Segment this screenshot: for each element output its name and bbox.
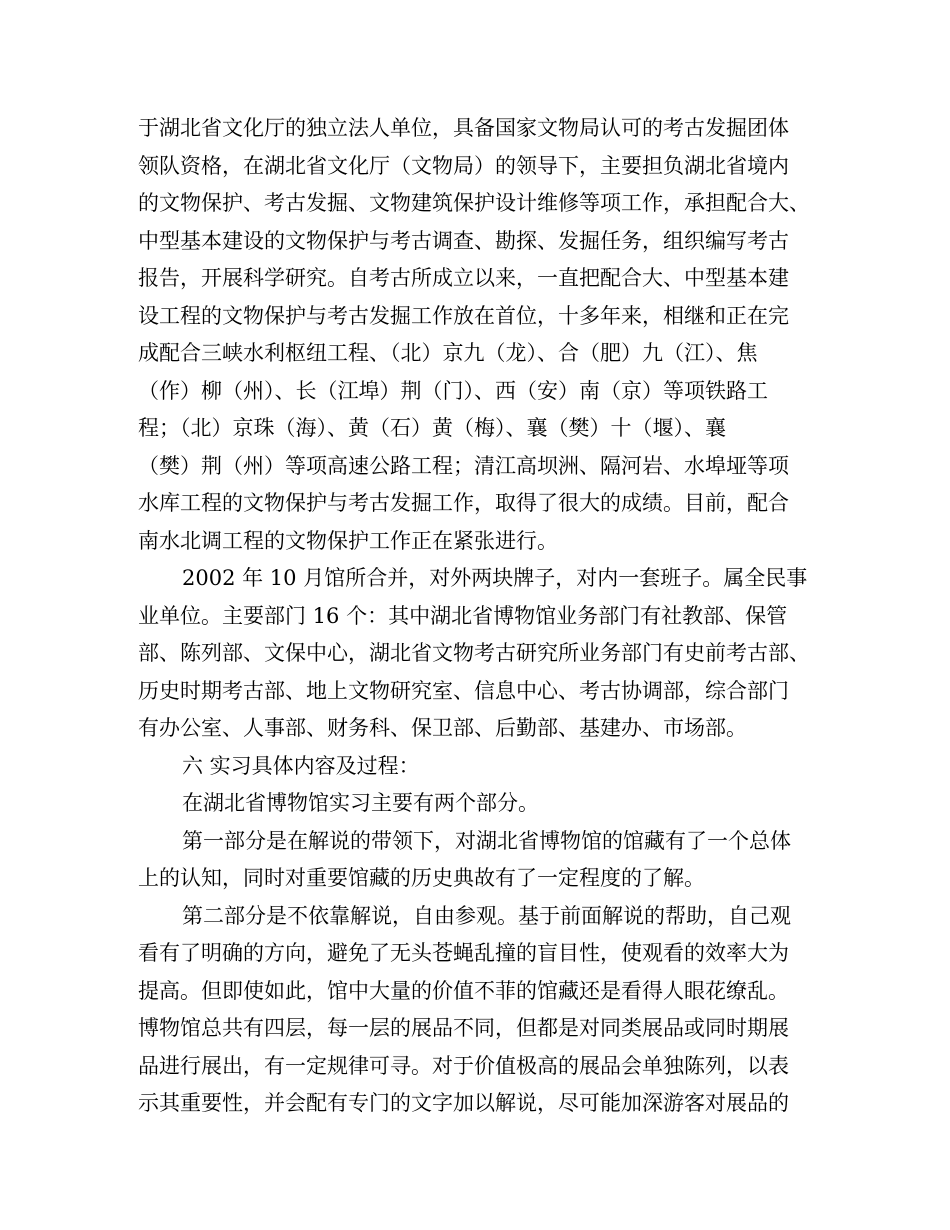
document-body	[138, 110, 828, 1123]
text-line: 品进行展出，有一定规律可寻。对于价值极高的展品会单独陈列，以表	[138, 1053, 789, 1078]
text-line: 在湖北省博物馆实习主要有两个部分。	[182, 791, 539, 815]
text-line: 水库工程的文物保护与考古发掘工作，取得了很大的成绩。目前，配合	[138, 491, 789, 515]
text-line: 上的认知，同时对重要馆藏的历史典故有了一定程度的了解。	[138, 866, 705, 890]
text-line: 设工程的文物保护与考古发掘工作放在首位，十多年来，相继和正在完	[138, 303, 789, 328]
text-line: 看有了明确的方向，避免了无头苍蝇乱撞的盲目性，使观看的效率大为	[138, 941, 789, 965]
text-line: 业单位。主要部门 16 个：其中湖北省博物馆业务部门有社教部、保管	[138, 603, 788, 628]
text-line: 六 实习具体内容及过程：	[182, 753, 420, 778]
text-line: 示其重要性，并会配有专门的文字加以解说，尽可能加深游客对展品的	[138, 1091, 789, 1115]
text-line: 南水北调工程的文物保护工作正在紧张进行。	[138, 528, 558, 553]
text-line: 部、陈列部、文保中心，湖北省文物考古研究所业务部门有史前考古部、	[138, 641, 810, 665]
text-line: 领队资格，在湖北省文化厅（文物局）的领导下，主要担负湖北省境内	[138, 153, 789, 178]
text-line: 2002 年 10 月馆所合并，对外两块牌子，对内一套班子。属全民事	[182, 566, 808, 590]
text-line: 程；（北）京珠（海）、黄（石）黄（梅）、襄（樊）十（堰）、襄	[138, 416, 726, 440]
text-line: 第一部分是在解说的带领下，对湖北省博物馆的馆藏有了一个总体	[182, 828, 791, 853]
text-line: 报告，开展科学研究。自考古所成立以来，一直把配合大、中型基本建	[138, 266, 789, 290]
text-line: 第二部分是不依靠解说，自由参观。基于前面解说的帮助，自己观	[182, 903, 791, 928]
text-line: 提高。但即使如此，馆中大量的价值不菲的馆藏还是看得人眼花缭乱。	[138, 978, 789, 1003]
text-line: 的文物保护、考古发掘、文物建筑保护设计维修等项工作，承担配合大、	[138, 191, 810, 215]
text-line: 于湖北省文化厅的独立法人单位，具备国家文物局认可的考古发掘团体	[138, 116, 789, 140]
text-line: 博物馆总共有四层，每一层的展品不同，但都是对同类展品或同时期展	[138, 1016, 789, 1040]
text-line: （樊）荆（州）等项高速公路工程；清江高坝洲、隔河岩、水埠垭等项	[138, 453, 789, 478]
text-line: 有办公室、人事部、财务科、保卫部、后勤部、基建办、市场部。	[138, 716, 747, 740]
text-line: 历史时期考古部、地上文物研究室、信息中心、考古协调部，综合部门	[138, 678, 789, 703]
text-line: 中型基本建设的文物保护与考古调查、勘探、发掘任务，组织编写考古	[138, 228, 789, 253]
text-line: 成配合三峡水利枢纽工程、（北）京九（龙）、合（肥）九（江）、焦	[138, 341, 758, 365]
text-line: （作）柳（州）、长（江埠）荆（门）、西（安）南（京）等项铁路工	[138, 378, 768, 403]
